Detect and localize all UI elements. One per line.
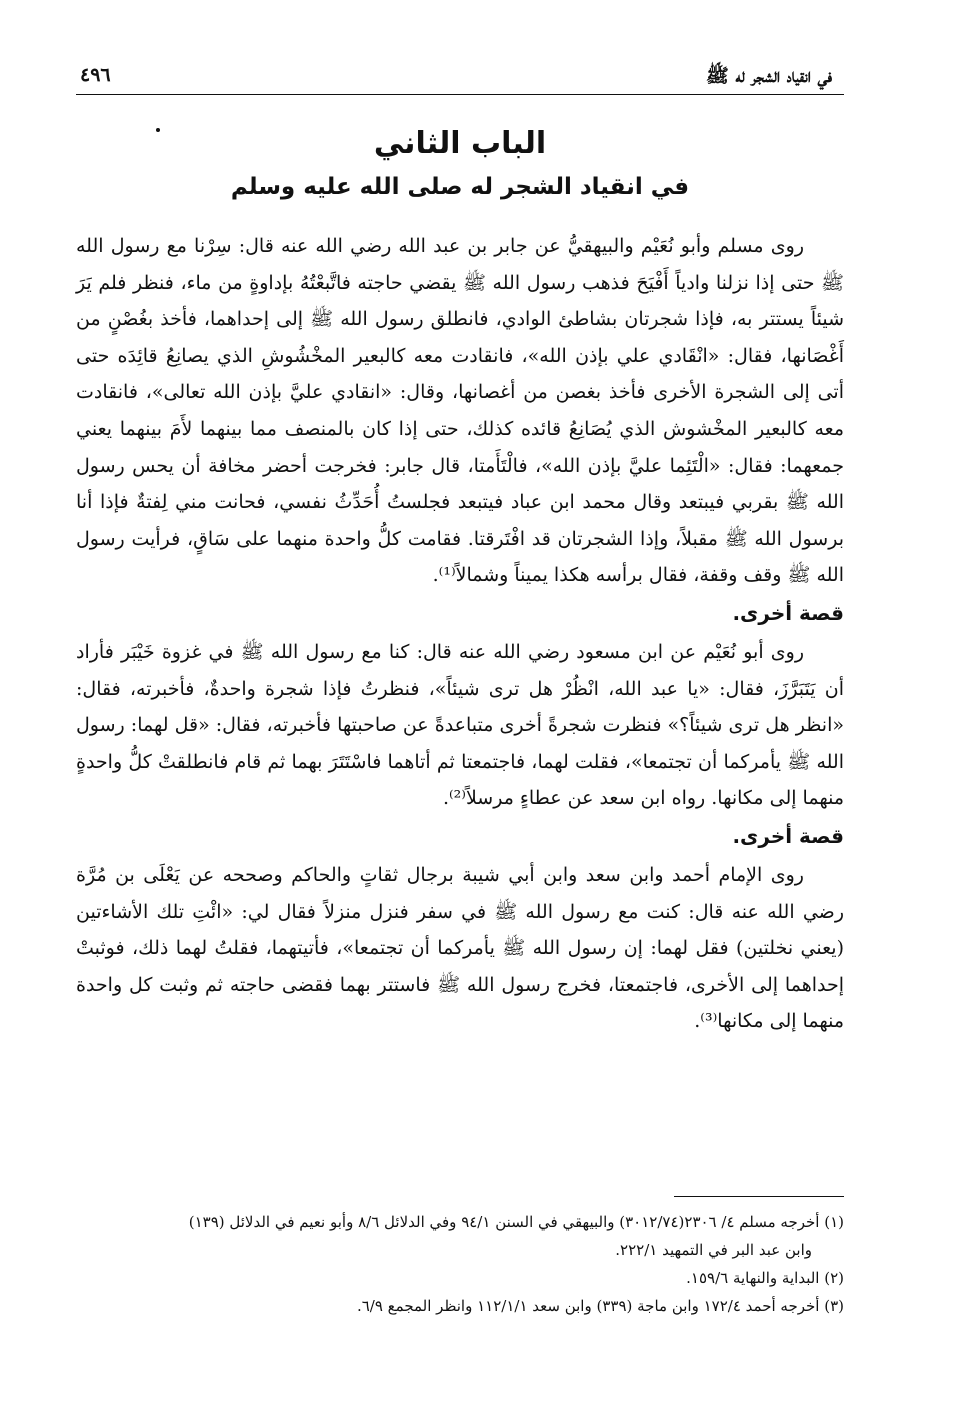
- paragraph-2: روى أبو نُعَيْم عن ابن مسعود رضي الله عنه قال: كنا مع رسول الله ﷺ في غزوة خَيْبَر فأراد أن يَتَبَرَّزَ، فقال: «يا عبد الله، انْظُرْ هل ترى شيئاً»، فنظرتُ فإذا شجرة واحدةٌ، فأخبرته، فقال: «انظر هل ترى شيئاً؟» فنظرت شجرةً أخرى متباعدةً عن صاحبتها فأخبرته، فقال: «قل لهما: رسول الله ﷺ يأمركما أن تجتمعا»، فقلت لهما، فاجتمعتا ثم أتاهما فاسْتَتَرَ بهما ثم قام فانطلقتْ كلُّ واحدةٍ منهما إلى مكانها. رواه ابن سعد عن عطاءٍ مرسلاً⁽²⁾.: [76, 640, 844, 810]
- footnotes: [76, 1208, 844, 1320]
- paragraph-3: روى الإمام أحمد وابن سعد وابن أبي شيبة برجال ثقاتٍ والحاكم وصححه عن يَعْلَى بن مُرَّة رضي الله عنه قال: كنت مع رسول الله ﷺ في سفر فنزل منزلاً فقال لي: «ائْتِ تلك الأشاءتين (يعني نخلتين) فقل لهما: إن رسول الله ﷺ يأمركما أن تجتمعا»، فأتيتهما، فقلتُ لهما ذلك، فوثبتْ إحداهما إلى الأخرى، فاجتمعتا، فخرج رسول الله ﷺ فاستتر بهما فقضى حاجته ثم وثبت كل واحدة منهما إلى مكانها⁽³⁾.: [76, 863, 844, 1033]
- running-title: في انقياد الشجر له ﷺ: [705, 65, 832, 87]
- footnote-1: (١) أخرجه مسلم ٤/ ٢٣٠٦(٣٠١٢/٧٤) والبيهقي في السنن ٩٤/١ وفي الدلائل ٨/٦ وأبو نعيم في الدلائل (١٣٩): [188, 1213, 844, 1231]
- main-text: [76, 228, 844, 1040]
- paragraph-1: روى مسلم وأبو نُعَيْم والبيهقيُّ عن جابر بن عبد الله رضي الله عنه قال: سِرْنا مع رسول الله ﷺ حتى إذا نزلنا وادياً أَفْيَحَ فذهب رسول الله ﷺ يقضي حاجته فاتَّبعْتُهُ بإداوةٍ من ماء، فنظر فلم يَرَ شيئاً يستتر به، فإذا شجرتان بشاطئ الوادي، فانطلق رسول الله ﷺ إلى إحداهما، فأخذ بغُصْنٍ من أَغْصَانها، فقال: «انْقَادي علي بإذن الله»، فانقادت معه كالبعير المخْشُوشِ الذي يصانِعُ قائِدَه حتى أتى إلى الشجرة الأخرى فأخذ بغصن من أغصانها، وقال: «انقادي عليَّ بإذن الله تعالى»، فانقادت معه كالبعير المخْشوش الذي يُصَانِعُ قائده كذلك، حتى إذا كان بالمنصف مما بينهما لأَمَ بينهما يعني جمعهما: فقال: «الْتَئِما عليَّ بإذن الله»، فالْتَأَمتا، قال جابر: فخرجت أحضر مخافة أن يحس رسول الله ﷺ بقربي فيبتعد وقال محمد ابن عباد فيتبعد فجلستُ أُحَدِّثُ نفسي، فحانت مني لِفتةٌ فإذا أنا برسول الله ﷺ مقبلاً، وإذا الشجرتان قد افْتَرقتا. فقامت كلُّ واحدة منهما على سَاقٍ، فرأيت رسول الله ﷺ وقف وقفة، فقال برأسه هكذا يميناً وشمالاً⁽¹⁾.: [76, 235, 845, 587]
- running-header: [76, 58, 844, 95]
- book-page: [76, 58, 844, 1358]
- footnote-1-continued: وابن عبد البر في التمهيد ٢٢٢/١.: [615, 1241, 812, 1259]
- chapter-title: الباب الثاني: [373, 126, 547, 161]
- chapter-subtitle: في انقياد الشجر له صلى الله عليه وسلم: [230, 174, 690, 200]
- footnote-separator: [674, 1196, 844, 1197]
- section-heading-2: قصة أخرى.: [732, 600, 844, 625]
- section-heading-3: قصة أخرى.: [732, 823, 844, 848]
- page-number: ٤٩٦: [80, 64, 111, 86]
- footnote-2: (٢) البداية والنهاية ١٥٩/٦.: [686, 1269, 844, 1287]
- footnote-3: (٣) أخرجه أحمد ١٧٢/٤ وابن ماجة (٣٣٩) وابن سعد ١١٢/١/١ وانظر المجمع ٦/٩.: [356, 1297, 844, 1315]
